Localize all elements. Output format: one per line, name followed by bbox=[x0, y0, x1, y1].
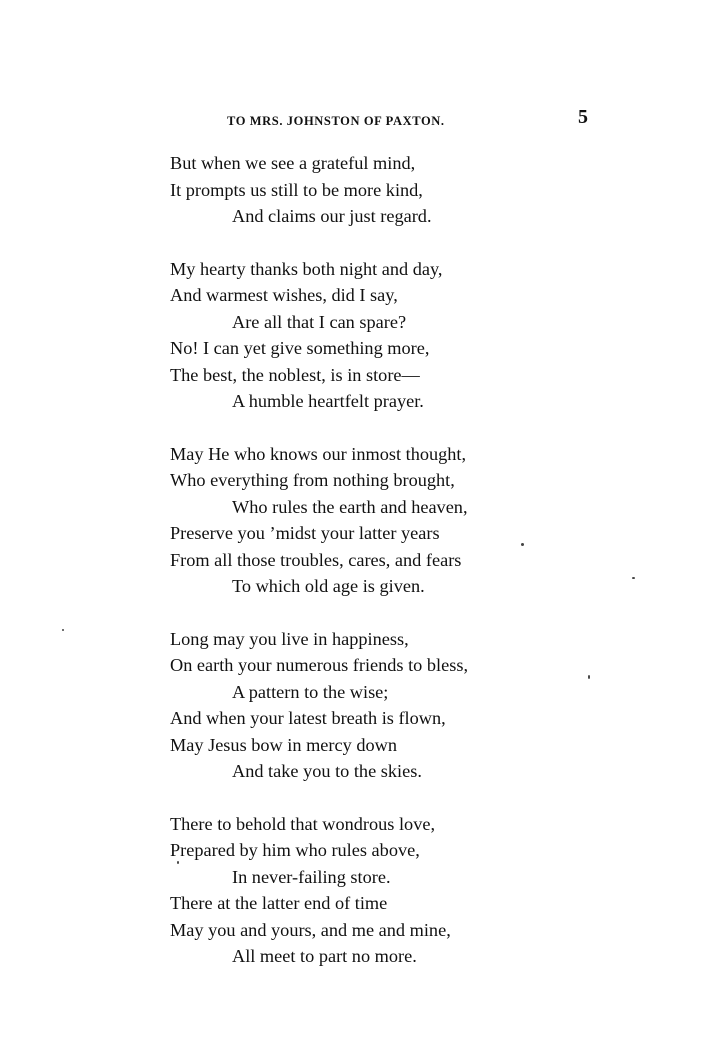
poem-line-indented: A humble heartfelt prayer. bbox=[232, 391, 424, 411]
stanza-5 bbox=[170, 811, 468, 970]
poem-line: No! I can yet give something more, bbox=[170, 338, 430, 358]
poem-line: The best, the noblest, is in store— bbox=[170, 364, 420, 385]
poem-line-indented: Are all that I can spare? bbox=[232, 311, 407, 332]
poem-line: Long may you live in happiness, bbox=[170, 628, 409, 649]
poem-line-indented: To which old age is given. bbox=[232, 576, 425, 596]
poem-line: On earth your numerous friends to bless, bbox=[170, 655, 469, 675]
running-head: TO MRS. JOHNSTON OF PAXTON. bbox=[227, 114, 445, 128]
poem-line-indented: A pattern to the wise; bbox=[232, 681, 389, 702]
poem-line: May you and yours, and me and mine, bbox=[170, 919, 451, 940]
poem-line-indented: Who rules the earth and heaven, bbox=[232, 496, 468, 517]
scan-speck bbox=[632, 577, 635, 579]
stanza-2 bbox=[170, 256, 468, 415]
poem-line: May He who knows our inmost thought, bbox=[170, 443, 467, 464]
poem-line: My hearty thanks both night and day, bbox=[170, 258, 443, 279]
poem-line: May Jesus bow in mercy down bbox=[170, 734, 397, 755]
poem-line: Prepared by him who rules above, bbox=[170, 840, 420, 860]
stanza-1 bbox=[170, 150, 468, 230]
poem-line: From all those troubles, cares, and fears bbox=[170, 549, 462, 570]
poem-line-indented: And take you to the skies. bbox=[232, 761, 422, 781]
scan-speck bbox=[521, 543, 524, 546]
poem bbox=[170, 150, 468, 996]
poem-line-indented: All meet to part no more. bbox=[232, 946, 417, 966]
poem-line: Preserve you ’midst your latter years bbox=[170, 523, 440, 543]
page-number: 5 bbox=[578, 106, 588, 128]
scan-speck bbox=[177, 861, 179, 864]
poem-line: There at the latter end of time bbox=[170, 893, 388, 913]
stanza-4 bbox=[170, 626, 468, 785]
scan-speck bbox=[62, 629, 64, 631]
poem-line-indented: In never-failing store. bbox=[232, 866, 391, 887]
poem-line: It prompts us still to be more kind, bbox=[170, 179, 423, 200]
poem-line: But when we see a grateful mind, bbox=[170, 153, 416, 173]
stanza-3 bbox=[170, 441, 468, 600]
poem-line-indented: And claims our just regard. bbox=[232, 206, 432, 226]
poem-line: There to behold that wondrous love, bbox=[170, 813, 436, 834]
poem-line: And when your latest breath is flown, bbox=[170, 708, 446, 728]
poem-line: Who everything from nothing brought, bbox=[170, 470, 455, 490]
scan-speck bbox=[588, 675, 590, 679]
poem-line: And warmest wishes, did I say, bbox=[170, 285, 398, 305]
